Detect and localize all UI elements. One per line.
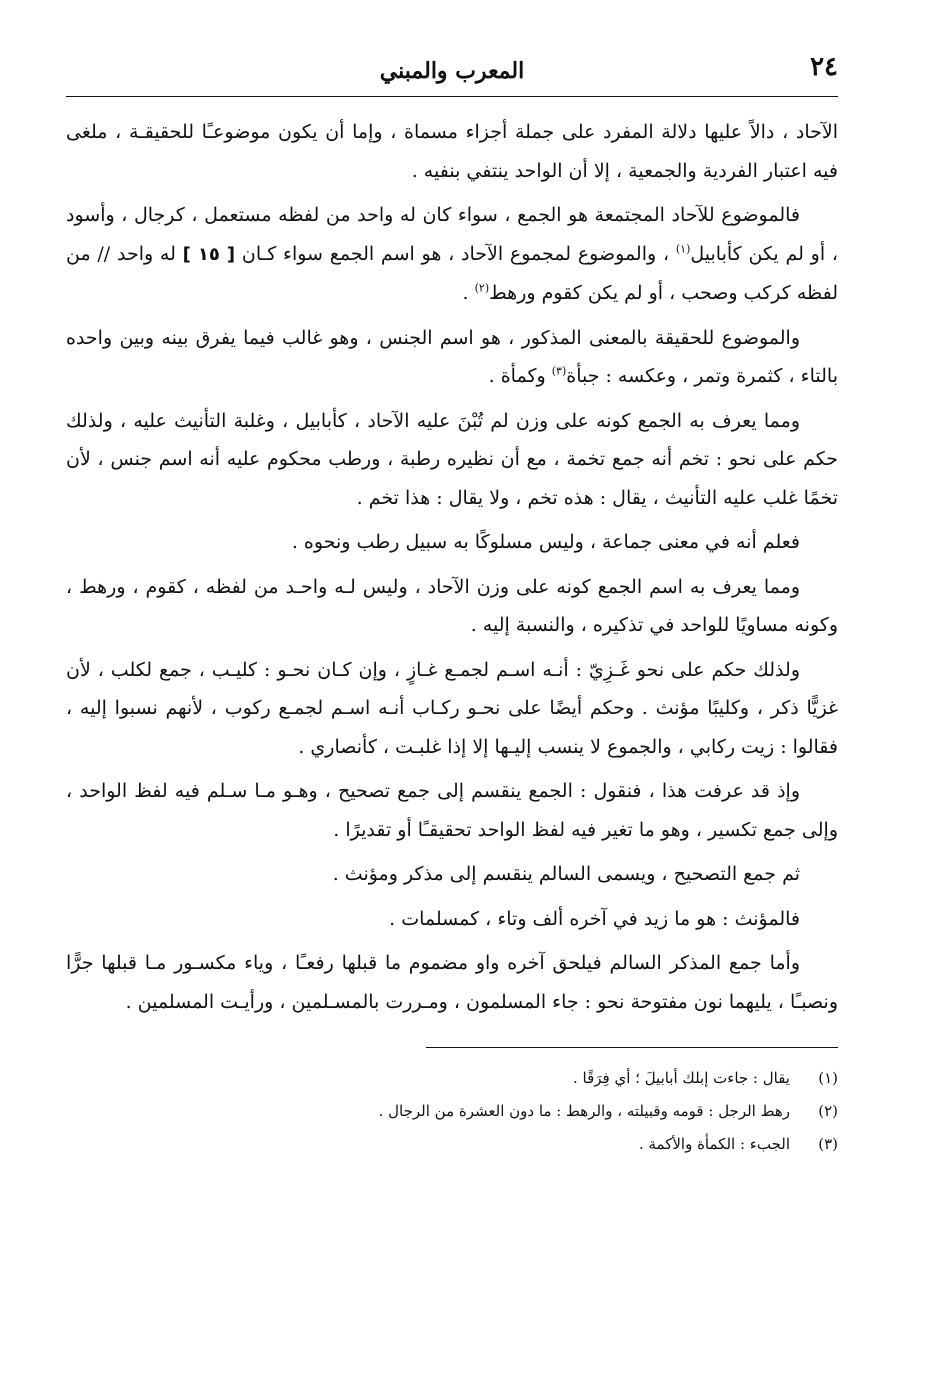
footnote-text: يقال : جاءت إبلك أبابيلَ ؛ أي فِرَقًا . (572, 1069, 790, 1087)
book-page (66, 48, 838, 1348)
paragraph-text: ومما يعرف به اسم الجمع كونه على وزن الآحاد ، وليس لـه واحـد من لفظه ، كقوم ، ورهط ، وكونه مساويًا للواحد في تذكيره ، والنسبة إليه . (66, 575, 838, 636)
paragraph-text: ، والموضوع لمجموع الآحاد ، هو اسم الجمع سواء كـان (235, 242, 676, 265)
paragraph-text: فالمؤنث : هو ما زيد في آخره ألف وتاء ، كمسلمات . (389, 907, 800, 930)
paragraph-text: وإذ قد عرفت هذا ، فنقول : الجمع ينقسم إلى جمع تصحيح ، وهـو مـا سـلم فيه لفظ الواحد ، وإلى جمع تكسير ، وهو ما تغير فيه لفظ الواحد تحقيقـًا أو تقديرًا . (66, 780, 838, 841)
paragraph-text: له واحد // من لفظه كركب وصحب ، أو لم يكن كقوم ورهط (66, 242, 838, 304)
footnote (66, 1095, 838, 1128)
running-title: المعرب والمبني (379, 58, 525, 84)
paragraph-text: . (462, 282, 475, 304)
body-text (66, 113, 838, 1021)
paragraph-text: ولذلك حكم على نحو غَـزِيّ : أنـه اسـم لجمـع غـازٍ ، وإن كـان نحـو : كليـب ، جمع لكلب ، لأن غزيًّا ذكر ، وكليبًا مؤنث . وحكم أيضًا على نحـو ركـاب أنـه اسـم لجمـع ركوب ، لأنهم نسبوا إليه ، فقالوا : زيت ركابي ، والجموع لا ينسب إليـها إلا إذا غلبـت ، كأنصاري . (66, 658, 838, 758)
paragraph (66, 402, 838, 518)
footnote-marker: (١) (675, 242, 691, 256)
page-number: ٢٤ (810, 52, 838, 82)
paragraph (66, 944, 838, 1021)
footnote-number: (٣) (818, 1135, 838, 1153)
footnote-text: رهط الرجل : قومه وقبيلته ، والرهط : ما دون العشرة من الرجال . (378, 1102, 790, 1120)
paragraph (66, 855, 838, 894)
paragraph-text: فعلم أنه في معنى جماعة ، وليس مسلوكًا به سبيل رطب ونحوه . (291, 531, 800, 553)
paragraph (66, 651, 838, 767)
footnote-text: الجبء : الكمأة والأكمة . (638, 1135, 790, 1153)
paragraph (66, 568, 838, 645)
footnote-marker: (٣) (551, 364, 567, 378)
paragraph-text: ومما يعرف به الجمع كونه على وزن لم تُبْنَ عليه الآحاد ، كأبابيل ، وغلبة التأنيث عليه ، ولذلك حكم على نحو : تخم أنه جمع تخمة ، مع أن نظيره رطبة ، ورطب محكوم عليه أنه اسم جنس ، لأن تخمًا غلب عليه التأنيث ، يقال : هذه تخم ، ولا يقال : هذا تخم . (66, 409, 838, 509)
paragraph (66, 319, 838, 396)
paragraph-text: فالموضوع للآحاد المجتمعة هو الجمع ، سواء كان له واحد من لفظه مستعمل ، كرجال ، وأسود ، أو لم يكن كأبابيل (66, 204, 839, 265)
paragraph-text: والموضوع للحقيقة بالمعنى المذكور ، هو اسم الجنس ، وهو غالب فيما يفرق بينه وبين واحده بالتاء ، كثمرة وتمر ، وعكسه : جبأة (66, 326, 838, 387)
paragraph-text: وكمأة . (488, 365, 552, 387)
footnote-number: (٢) (818, 1102, 838, 1120)
running-header (66, 48, 838, 97)
footnote-divider (426, 1047, 838, 1048)
paragraph (66, 900, 838, 939)
footnotes (66, 1062, 838, 1161)
footnote-number: (١) (818, 1069, 838, 1087)
paragraph (66, 113, 838, 190)
paragraph-text: ثم جمع التصحيح ، ويسمى السالم ينقسم إلى مذكر ومؤنث . (332, 863, 800, 885)
footnote (66, 1128, 838, 1161)
paragraph (66, 523, 838, 562)
footnote-marker: (٢) (474, 281, 490, 295)
footnote (66, 1062, 838, 1095)
paragraph-text: وأما جمع المذكر السالم فيلحق آخره واو مضموم ما قبلها رفعـًا ، وياء مكسـور مـا قبلها جرًّا ونصبـًا ، يليهما نون مفتوحة نحو : جاء المسلمون ، ومـررت بالمسـلمين ، ورأيـت المسلمين . (66, 952, 838, 1013)
paragraph (66, 196, 838, 313)
manuscript-page-ref: [ ١٥ ] (182, 243, 236, 265)
paragraph (66, 772, 838, 849)
paragraph-text: الآحاد ، دالاً عليها دلالة المفرد على جملة أجزاء مسماة ، وإما أن يكون موضوعـًا للحقيقـة ، ملغى فيه اعتبار الفردية والجمعية ، إلا أن الواحد ينتفي بنفيه . (66, 121, 838, 182)
